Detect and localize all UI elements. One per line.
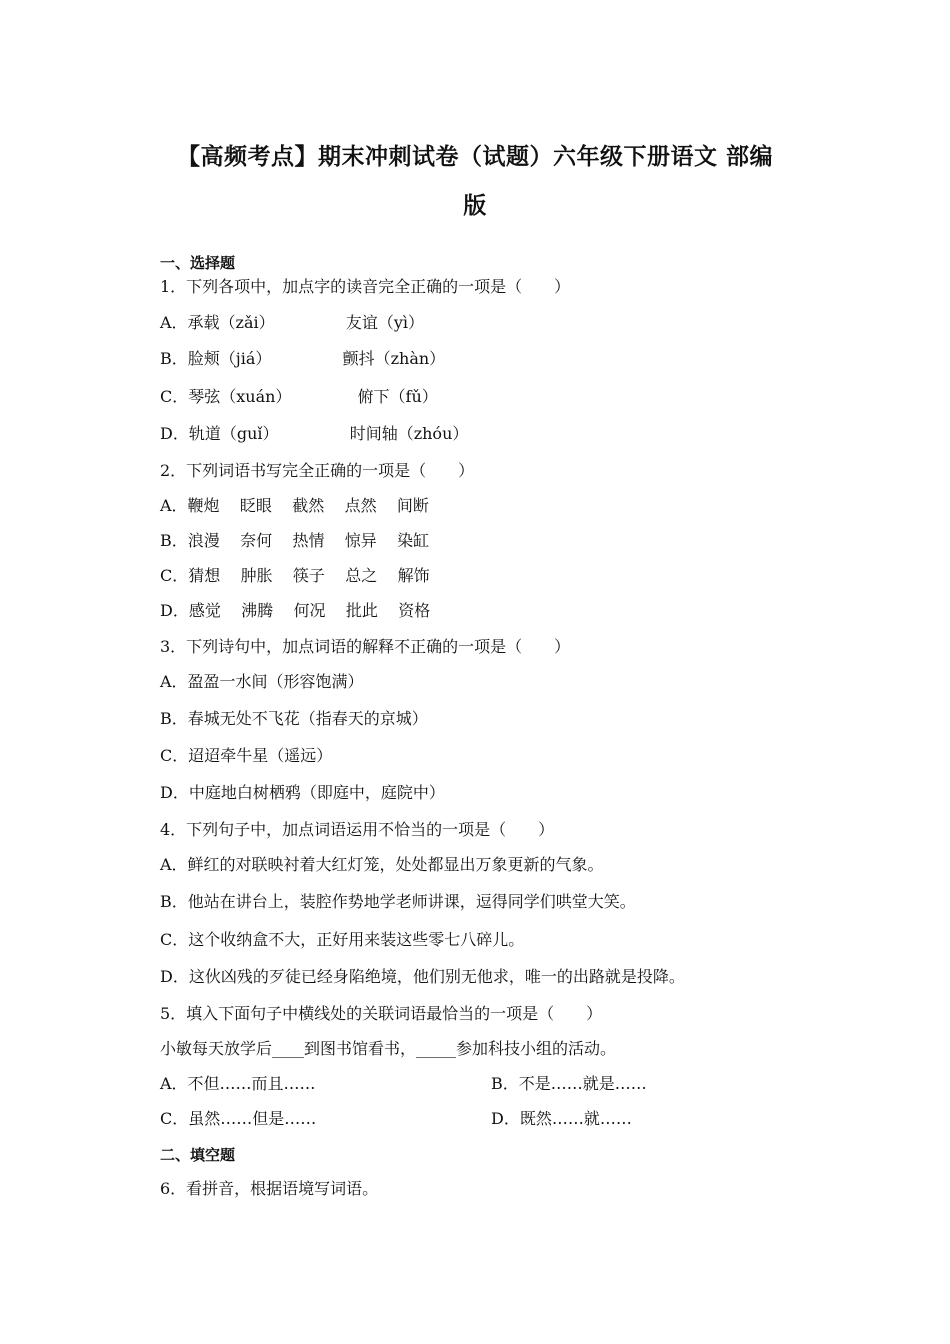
question-3-option-d: D．中庭地白树栖鸦（即庭中，庭院中）: [160, 783, 445, 802]
section-heading-fill: 二、填空题: [160, 1146, 236, 1164]
question-3-option-a: A．盈盈一水间（形容饱满）: [160, 672, 364, 691]
question-4-option-a: A．鲜红的对联映衬着大红灯笼，处处都显出万象更新的气象。: [160, 855, 604, 874]
question-5-option-b: B．不是……就是……: [491, 1074, 647, 1093]
question-1-option-b: B．脸颊（jiá） 颤抖（zhàn）: [160, 349, 446, 368]
question-3-option-b: B．春城无处不飞花（指春天的京城）: [160, 709, 428, 728]
question-5-stem: 5．填入下面句子中横线处的关联词语最恰当的一项是（ ）: [160, 1004, 603, 1023]
question-4-option-b: B．他站在讲台上，装腔作势地学老师讲课，逗得同学们哄堂大笑。: [160, 892, 636, 911]
question-1-option-a: A．承载（zǎi） 友谊（yì）: [160, 313, 425, 332]
question-6-stem: 6．看拼音，根据语境写词语。: [160, 1179, 379, 1198]
question-4-option-d: D．这伙凶残的歹徒已经身陷绝境，他们别无他求，唯一的出路就是投降。: [160, 967, 685, 986]
question-2-stem: 2．下列词语书写完全正确的一项是（ ）: [160, 461, 475, 480]
question-3-stem: 3．下列诗句中，加点词语的解释不正确的一项是（ ）: [160, 637, 571, 656]
question-2-option-b: B．浪漫 奈何 热情 惊异 染缸: [160, 531, 430, 550]
question-2-option-a: A．鞭炮 眨眼 截然 点然 间断: [160, 496, 429, 515]
question-5-option-d: D．既然……就……: [491, 1109, 632, 1128]
question-1-stem: 1．下列各项中，加点字的读音完全正确的一项是（ ）: [160, 277, 571, 296]
section-heading-choice: 一、选择题: [160, 254, 236, 272]
question-5-option-c: C．虽然……但是……: [160, 1109, 317, 1128]
question-1-option-d: D．轨道（guǐ） 时间轴（zhóu）: [160, 424, 469, 443]
exam-title-line2: 版: [463, 193, 487, 219]
question-2-option-c: C．猜想 肿胀 筷子 总之 解饰: [160, 566, 430, 585]
question-1-option-c: C．琴弦（xuán） 俯下（fǔ）: [160, 387, 438, 406]
question-5-sentence: 小敏每天放学后____到图书馆看书，_____参加科技小组的活动。: [160, 1039, 617, 1058]
question-3-option-c: C．迢迢牵牛星（遥远）: [160, 746, 333, 765]
question-5-option-a: A．不但……而且……: [160, 1074, 316, 1093]
question-2-option-d: D．感觉 沸腾 何况 批此 资格: [160, 601, 431, 620]
exam-title-line1: 【高频考点】期末冲刺试卷（试题）六年级下册语文 部编: [176, 144, 773, 170]
question-4-option-c: C．这个收纳盒不大，正好用来装这些零七八碎儿。: [160, 930, 525, 949]
question-4-stem: 4．下列句子中，加点词语运用不恰当的一项是（ ）: [160, 820, 555, 839]
